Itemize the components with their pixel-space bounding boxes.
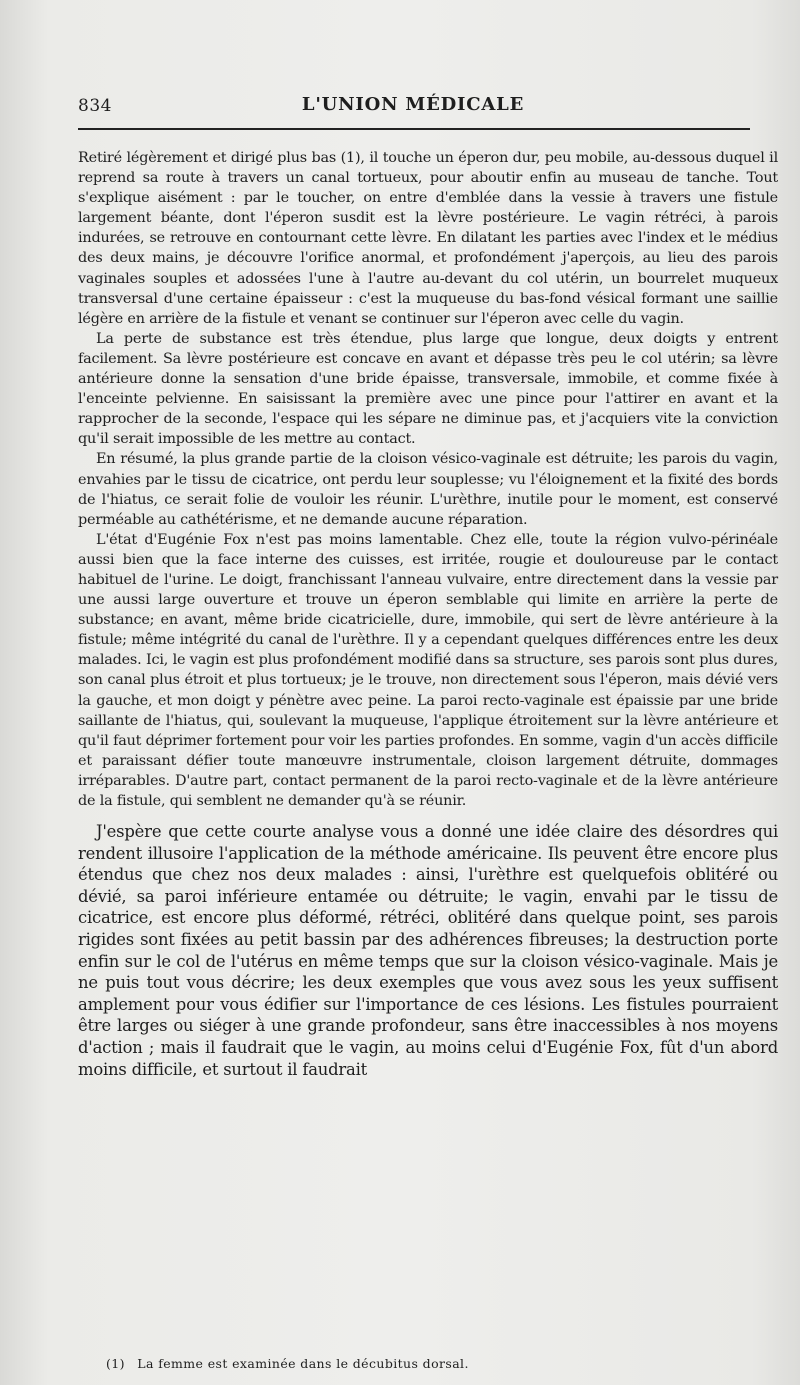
paragraph: J'espère que cette courte analyse vous a donné une idée claire des désordres qui rendent illusoire l'application de la méthode américaine. Ils peuvent être encore plus étendus que chez nos deux malades : ainsi, l'urèthre est quelquefois oblitéré ou dévié, sa paroi inférieure entamée ou détruite; le vagin, envahi par le tissu de cicatrice, est encore plus déformé, rétréci, oblitéré dans quelque point, ses parois rigides sont fixées au petit bassin par des adhérences fibreuses; la destruction porte enfin sur le col de l'utérus en même temps que sur la cloison vésico-vaginale. Mais je ne puis tout vous décrire; les deux exemples que vous avez sous les yeux suffisent amplement pour vous édifier sur l'importance de ces lésions. Les fistules pourraient être larges ou siéger à une grande profondeur, sans être inaccessibles à nos moyens d'action ; mais il faudrait que le vagin, au moins celui d'Eugénie Fox, fût d'un abord moins difficile, et surtout il faudrait — [78, 822, 778, 1079]
paragraph: L'état d'Eugénie Fox n'est pas moins lamentable. Chez elle, toute la région vulvo-périnéale aussi bien que la face interne des cuisses, est irritée, rougie et douloureuse par le contact habituel de l'urine. Le doigt, franchissant l'anneau vulvaire, entre directement dans la vessie par une aussi large ouverture et trouve un éperon semblable qui limite en arrière la perte de substance; en avant, même bride cicatricielle, dure, immobile, qui sert de lèvre antérieure à la fistule; même intégrité du canal de l'urèthre. Il y a cependant quelques différences entre les deux malades. Ici, le vagin est plus profondément modifié dans sa structure, ses parois sont plus dures, son canal plus étroit et plus tortueux; je le trouve, non directement sous l'éperon, mais dévié vers la gauche, et mon doigt y pénètre avec peine. La paroi recto-vaginale est épaissie par une bride saillante de l'hiatus, qui, soulevant la muqueuse, l'applique étroitement sur la lèvre antérieure et qu'il faut déprimer fortement pour voir les parties profondes. En somme, vagin d'un accès difficile et paraissant défier toute manœuvre instrumentale, cloison largement détruite, dommages irréparables. D'autre part, contact permanent de la paroi recto-vaginale et de la lèvre antérieure de la fistule, qui semblent ne demander qu'à se réunir. — [78, 531, 778, 809]
footnote — [106, 1356, 626, 1371]
footnote-text: La femme est examinée dans le décubitus dorsal. — [137, 1356, 469, 1371]
paragraph: La perte de substance est très étendue, plus large que longue, deux doigts y entrent facilement. Sa lèvre postérieure est concave en avant et dépasse très peu le col utérin; sa lèvre antérieure donne la sensation d'une bride épaisse, transversale, immobile, et comme fixée à l'enceinte pelvienne. En saisissant la première avec une pince pour l'attirer en avant et la rapprocher de la seconde, l'espace qui les sépare ne diminue pas, et j'acquiers vite la conviction qu'il serait impossible de les mettre au contact. — [78, 330, 778, 448]
header-rule — [78, 128, 750, 130]
body-text — [78, 148, 778, 1080]
page-number: 834 — [78, 96, 112, 116]
journal-title: L'UNION MÉDICALE — [301, 94, 525, 115]
paragraph: Retiré légèrement et dirigé plus bas (1), il touche un éperon dur, peu mobile, au-dessous duquel il reprend sa route à travers un canal tortueux, pour aboutir enfin au museau de tanche. Tout s'explique aisément : par le toucher, on entre d'emblée dans la vessie à travers une fistule largement béante, dont l'éperon susdit est la lèvre postérieure. Le vagin rétréci, à parois indurées, se retrouve en contournant cette lèvre. En dilatant les parties avec l'index et le médius des deux mains, je découvre l'orifice anormal, et profondément j'aperçois, au lieu des parois vaginales souples et adossées l'une à l'autre au-devant du col utérin, un bourrelet muqueux transversal d'une certaine épaisseur : c'est la muqueuse du bas-fond vésical formant une saillie légère en arrière de la fistule et venant se continuer sur l'éperon avec celle du vagin. — [78, 150, 778, 327]
running-header — [78, 94, 748, 120]
paragraph: En résumé, la plus grande partie de la cloison vésico-vaginale est détruite; les parois du vagin, envahies par le tissu de cicatrice, ont perdu leur souplesse; vu l'éloignement et la fixité des bords de l'hiatus, ce serait folie de vouloir les réunir. L'urèthre, inutile pour le moment, est conservé perméable au cathétérisme, et ne demande aucune réparation. — [78, 451, 778, 528]
footnote-mark: (1) — [106, 1356, 125, 1371]
